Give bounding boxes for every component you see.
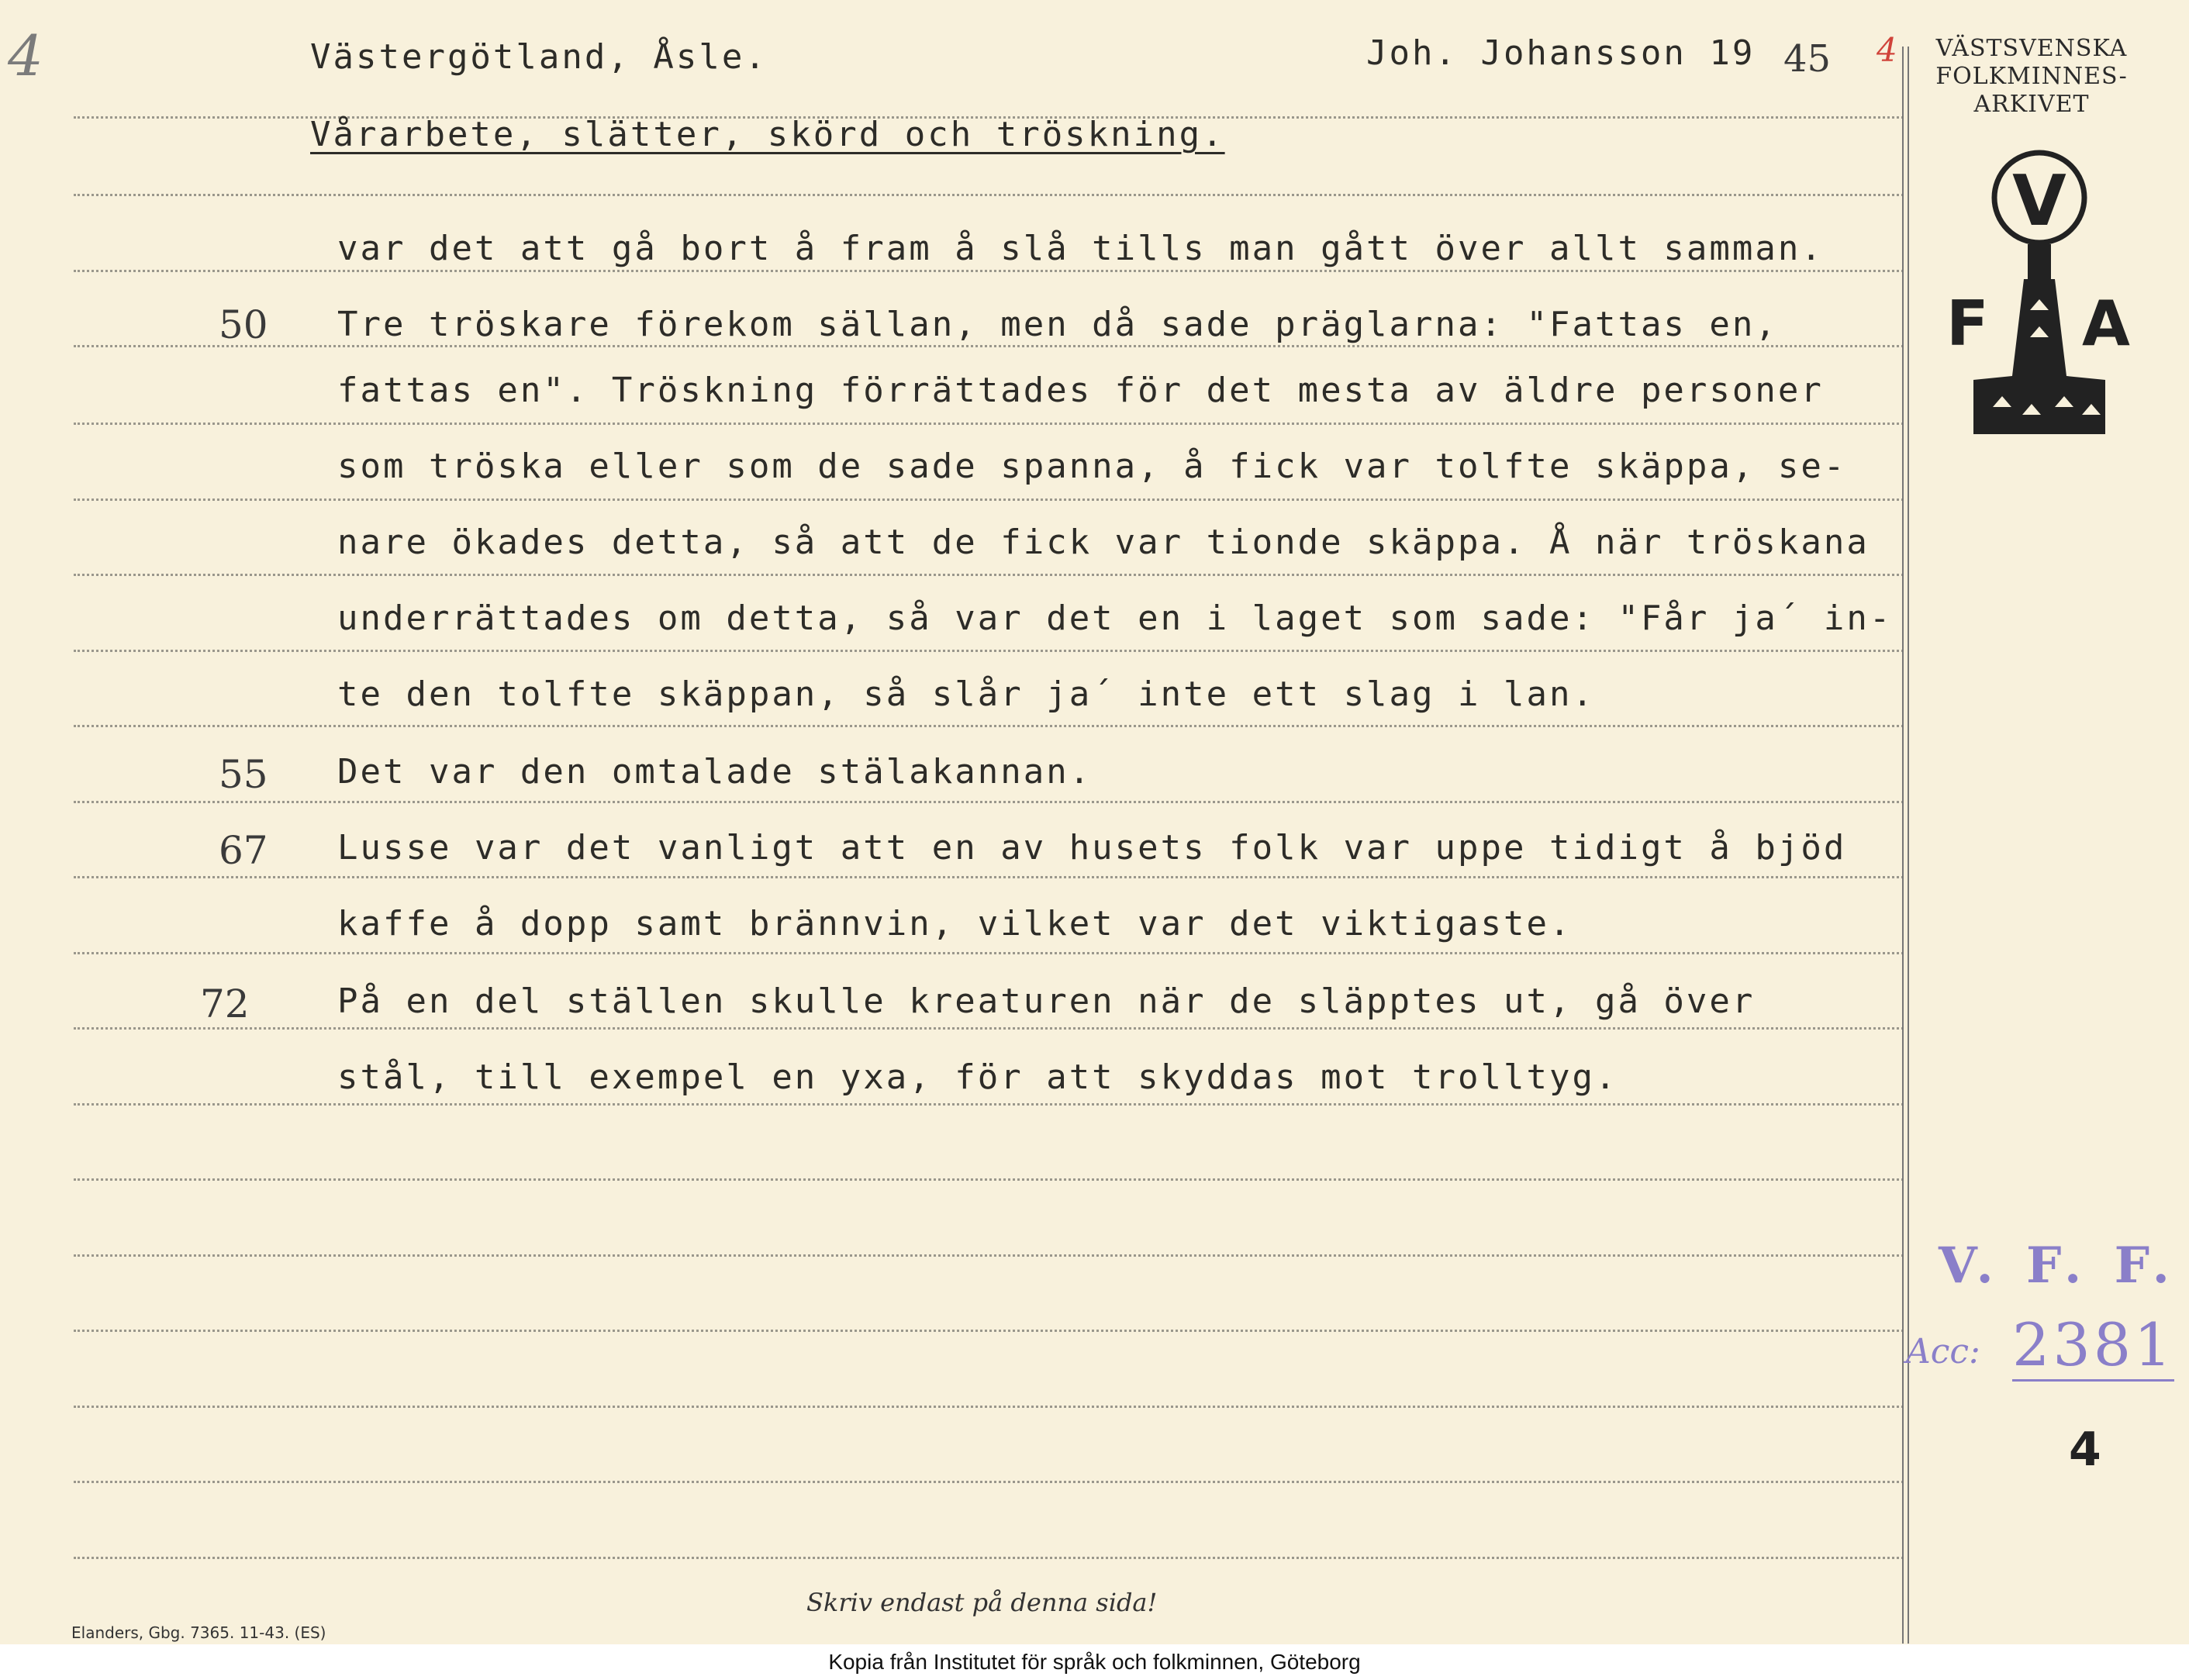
text-line: underrättades om detta, så var det en i laget som sade: "Får ja´ in- (337, 599, 1893, 638)
text-line: nare ökades detta, så att de fick var tionde skäppa. Å när tröskana (337, 523, 1870, 562)
archive-name-line: FOLKMINNES- (1935, 63, 2128, 90)
text-line: som tröska eller som de sade spanna, å fick var tolfte skäppa, se- (337, 447, 1847, 486)
margin-line (1908, 47, 1909, 1644)
ruled-line (74, 498, 1904, 501)
ruled-line (74, 1557, 1904, 1559)
header-year-suffix: 45 (1783, 37, 1832, 81)
logo-letter-a: A (2082, 288, 2130, 360)
text-line: stål, till exempel en yxa, för att skyddas mot trolltyg. (337, 1057, 1618, 1097)
ruled-line (74, 1178, 1904, 1181)
margin-number: 55 (219, 752, 268, 797)
margin-line (1902, 47, 1904, 1644)
header-subject: Vårarbete, slätter, skörd och tröskning. (310, 115, 1225, 154)
ruled-line (74, 1330, 1904, 1332)
margin-number: 50 (219, 302, 268, 347)
footer-instruction: Skriv endast på denna sida! (806, 1588, 1158, 1617)
margin-number: 67 (219, 828, 268, 873)
stamp-acc-number: 2381 (2012, 1310, 2174, 1382)
stamp-acc-label: Acc: (1906, 1332, 1980, 1371)
archive-name-line: ARKIVET (1973, 91, 2090, 118)
text-line: Lusse var det vanligt att en av husets folk var uppe tidigt å bjöd (337, 828, 1847, 868)
margin-number: 72 (200, 981, 250, 1026)
ruled-line (74, 423, 1904, 425)
ruled-line (74, 725, 1904, 727)
ruled-line (74, 876, 1904, 878)
ruled-line (74, 345, 1904, 347)
ruled-line (74, 1103, 1904, 1106)
stamp-initials: V. F. F. (1939, 1237, 2177, 1295)
header-author-year: Joh. Johansson 19 (1366, 33, 1756, 73)
ruled-line (74, 270, 1904, 272)
corner-page-mark: 4 (8, 23, 43, 88)
text-line: Tre tröskare förekom sällan, men då sade präglarna: "Fattas en, (337, 305, 1778, 344)
text-line: På en del ställen skulle kreaturen när de släpptes ut, gå över (337, 981, 1756, 1021)
ruled-line (74, 952, 1904, 954)
ruled-line (74, 1406, 1904, 1408)
text-line: Det var den omtalade stälakannan. (337, 752, 1093, 792)
logo-letter-v: V (2012, 160, 2066, 242)
ruled-line (74, 801, 1904, 803)
text-line: var det att gå bort å fram å slå tills man gått över allt samman. (337, 229, 1824, 268)
archive-logo-icon (1931, 147, 2148, 457)
ruled-line (74, 574, 1904, 576)
text-line: kaffe å dopp samt brännvin, vilket var det viktigaste. (337, 904, 1573, 943)
ruled-line (74, 1254, 1904, 1257)
ruled-line (74, 650, 1904, 652)
text-line: fattas en". Tröskning förrättades för det mesta av äldre personer (337, 371, 1824, 410)
ruled-line (74, 194, 1904, 196)
ruled-line (74, 1481, 1904, 1483)
archive-name (1915, 35, 2148, 119)
text-line: te den tolfte skäppan, så slår ja´ inte ett slag i lan. (337, 674, 1595, 714)
ruled-line (74, 1027, 1904, 1030)
logo-letter-f: F (1946, 288, 1989, 360)
archive-name-line: VÄSTSVENSKA (1935, 35, 2128, 62)
page-number: 4 (2069, 1423, 2101, 1477)
logo-hammer-neck (2028, 244, 2051, 279)
header-place: Västergötland, Åsle. (310, 37, 768, 77)
copy-note: Kopia från Institutet för språk och folkminnen, Göteborg (0, 1644, 2189, 1680)
printer-imprint: Elanders, Gbg. 7365. 11-43. (ES) (71, 1623, 326, 1642)
red-page-number: 4 (1877, 31, 1897, 69)
